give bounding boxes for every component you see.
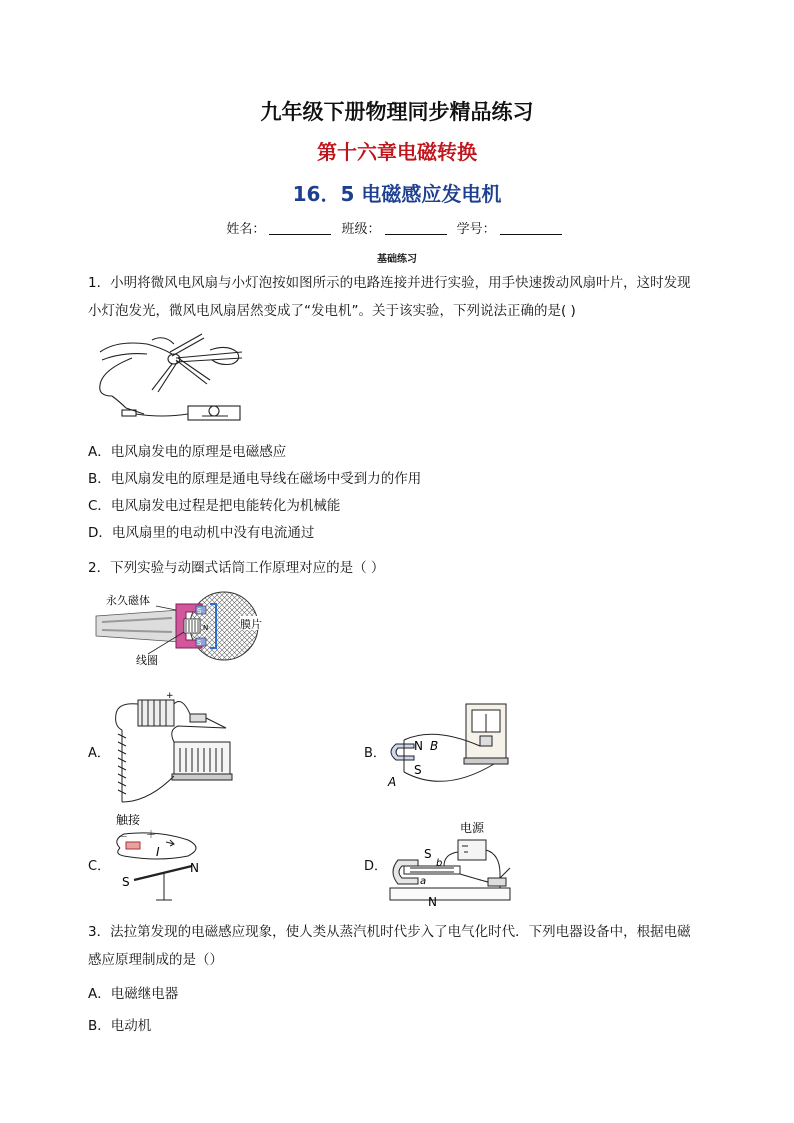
relay-figure [108,690,240,808]
id-label: 学号： [456,222,496,237]
q1-option-b[interactable]: B．电风扇发电的原理是通电导线在磁场中受到力的作用 [88,471,422,487]
q3-option-a[interactable]: A．电磁继电器 [88,986,179,1002]
figD-s: S [424,847,432,861]
q3-line1: 3．法拉第发现的电磁感应现象，使人类从蒸汽机时代步入了电气化时代．下列电器设备中，根据电磁 [88,924,691,940]
figB-a: A [388,775,397,789]
oersted-figure [108,812,208,904]
chapter-title: 第十六章电磁转换 [317,140,477,164]
q3-stem [88,918,728,974]
figB-s: S [414,763,422,777]
section-label: 基础练习 [377,254,417,265]
section-title: 16．5 电磁感应发电机 [292,182,502,206]
motor-figure [384,818,524,908]
figD-a: a [420,876,427,887]
svg-text:+: + [166,691,174,701]
q2-option-d[interactable]: D． [364,859,388,874]
name-blank[interactable] [269,222,331,235]
figC-n: N [190,861,199,875]
figC-touch: 触接 [116,813,141,827]
mic-coil-label: 线圈 [136,654,158,667]
q2-stem: 2．下列实验与动圈式话筒工作原理对应的是（ ） [88,560,385,576]
figC-plus: ＋ [146,830,156,841]
microphone-figure [92,590,272,670]
q1-option-c[interactable]: C．电风扇发电过程是把电能转化为机械能 [88,498,341,514]
q1-option-a[interactable]: A．电风扇发电的原理是电磁感应 [88,444,287,460]
mic-diaphragm-label: 膜片 [240,618,262,631]
mic-n-center: N [203,624,209,632]
id-blank[interactable] [500,222,562,235]
q2-option-c[interactable]: C． [88,859,111,874]
name-label: 姓名： [226,222,266,237]
class-label: 班级： [341,222,381,237]
figD-power: 电源 [460,821,485,835]
mic-magnet-label: 永久磁体 [106,594,150,607]
figB-n: N [414,739,423,753]
student-info [0,218,794,237]
q1-stem [88,269,728,325]
q2-option-a[interactable]: A． [88,746,110,761]
mic-s-top: S [197,607,202,615]
fan-circuit-figure [92,330,252,428]
page-title: 九年级下册物理同步精品练习 [260,100,534,124]
induction-magnet-figure [384,702,514,794]
q3-option-b[interactable]: B．电动机 [88,1018,152,1034]
q1-line1: 1．小明将微风电风扇与小灯泡按如图所示的电路连接并进行实验，用手快速拨动风扇叶片，这时发现 [88,275,691,291]
figD-b: b [436,858,443,869]
mic-s-bottom: S [197,639,202,647]
q1-line2: 小灯泡发光，微风电风扇居然变成了“发电机”。关于该实验，下列说法正确的是( ) [88,303,576,319]
q1-option-d[interactable]: D．电风扇里的电动机中没有电流通过 [88,525,315,541]
q3-line2: 感应原理制成的是（） [88,952,223,968]
figD-n: N [428,895,437,909]
figC-i: I [156,845,160,859]
q2-option-b[interactable]: B． [364,746,386,761]
class-blank[interactable] [385,222,447,235]
figC-s: S [122,875,130,889]
figB-b: B [430,739,439,753]
figC-minus: － [118,832,128,843]
